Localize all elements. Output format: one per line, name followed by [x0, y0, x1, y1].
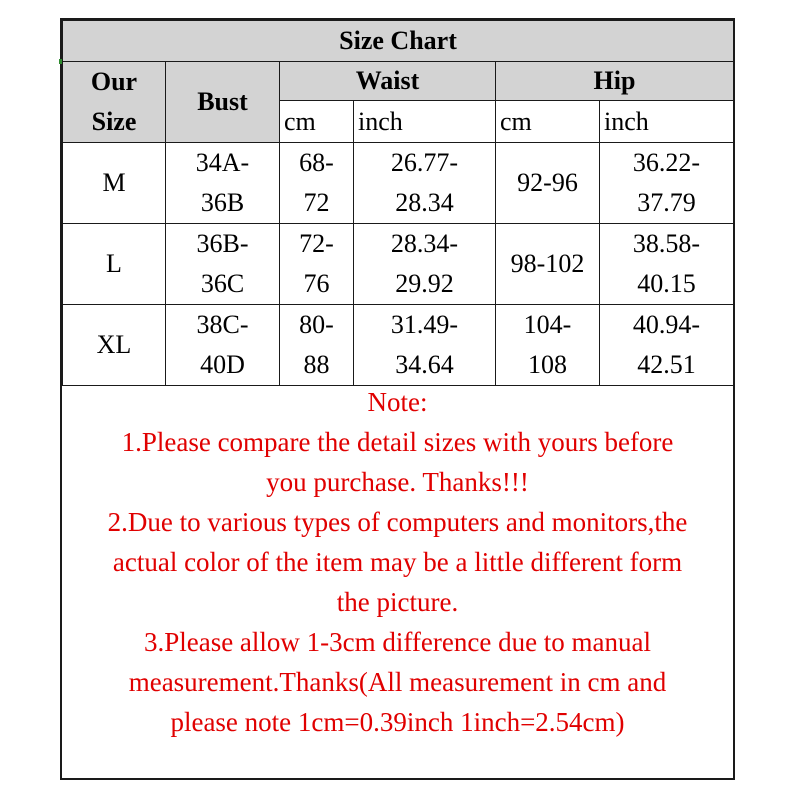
cell-bust-line2: 36B — [200, 188, 245, 217]
cell-bust-line1: 38C- — [196, 310, 249, 339]
note-line: actual color of the item may be a little different form — [112, 547, 683, 577]
header-hip: Hip — [496, 62, 734, 101]
size-chart-table — [62, 20, 734, 386]
header-hip-inch: inch — [600, 101, 734, 143]
cell-waist-inch-line2: 34.64 — [395, 350, 454, 379]
cell-size: XL — [63, 305, 166, 386]
cell-hip-cm — [496, 305, 600, 386]
notes-section — [62, 382, 733, 742]
header-waist-inch: inch — [354, 101, 496, 143]
header-hip-cm: cm — [496, 101, 600, 143]
note-line: measurement.Thanks(All measurement in cm and — [128, 667, 667, 697]
note-heading: Note: — [367, 387, 428, 417]
cell-hip-inch — [600, 143, 734, 224]
size-chart-sheet — [60, 18, 735, 780]
cell-hip-cm-line1: 92-96 — [517, 168, 578, 197]
cell-hip-inch-line1: 38.58- — [632, 229, 701, 258]
cell-hip-cm-line1: 104- — [523, 310, 572, 339]
cell-hip-inch — [600, 224, 734, 305]
note-line: 1.Please compare the detail sizes with yours before — [121, 427, 674, 457]
cell-hip-inch-line1: 36.22- — [632, 148, 701, 177]
cell-size: M — [63, 143, 166, 224]
cell-waist-cm-line1: 68- — [299, 148, 334, 177]
cell-bust — [166, 143, 280, 224]
cell-bust — [166, 305, 280, 386]
cell-waist-inch — [354, 143, 496, 224]
cell-hip-cm-line2: 108 — [528, 350, 567, 379]
cell-waist-cm-line1: 80- — [299, 310, 334, 339]
cell-hip-inch-line2: 37.79 — [637, 188, 696, 217]
cell-waist-inch-line1: 31.49- — [390, 310, 459, 339]
header-our-size-line2: Size — [91, 107, 137, 136]
cell-waist-inch — [354, 224, 496, 305]
cell-waist-inch — [354, 305, 496, 386]
cell-waist-inch-line1: 26.77- — [390, 148, 459, 177]
header-waist: Waist — [280, 62, 496, 101]
note-line: please note 1cm=0.39inch 1inch=2.54cm) — [170, 707, 625, 737]
chart-title: Size Chart — [63, 21, 734, 62]
cell-waist-inch-line2: 29.92 — [395, 269, 454, 298]
cell-waist-inch-line2: 28.34 — [395, 188, 454, 217]
cell-waist-cm-line1: 72- — [299, 229, 334, 258]
cell-hip-inch — [600, 305, 734, 386]
cell-waist-cm — [280, 143, 354, 224]
cell-hip-cm — [496, 224, 600, 305]
cell-hip-cm-line1: 98-102 — [510, 249, 585, 278]
cell-bust-line1: 36B- — [196, 229, 249, 258]
header-our-size — [63, 62, 166, 143]
cell-waist-cm — [280, 224, 354, 305]
cell-waist-cm-line2: 72 — [303, 188, 330, 217]
note-line: 3.Please allow 1-3cm difference due to manual — [143, 627, 652, 657]
table-row-l — [63, 224, 734, 305]
cell-waist-inch-line1: 28.34- — [390, 229, 459, 258]
cell-waist-cm — [280, 305, 354, 386]
cell-size: L — [63, 224, 166, 305]
cell-bust-line1: 34A- — [195, 148, 250, 177]
cell-hip-inch-line2: 40.15 — [637, 269, 696, 298]
cell-waist-cm-line2: 76 — [303, 269, 330, 298]
note-line: 2.Due to various types of computers and monitors,the — [107, 507, 688, 537]
table-row-m — [63, 143, 734, 224]
cell-hip-cm — [496, 143, 600, 224]
cell-waist-cm-line2: 88 — [303, 350, 330, 379]
cell-bust — [166, 224, 280, 305]
cell-bust-line2: 40D — [200, 350, 245, 379]
cell-hip-inch-line2: 42.51 — [637, 350, 696, 379]
header-our-size-line1: Our — [90, 67, 138, 96]
header-bust: Bust — [166, 62, 280, 143]
header-waist-cm: cm — [280, 101, 354, 143]
table-row-xl — [63, 305, 734, 386]
cell-bust-line2: 36C — [200, 269, 245, 298]
note-line: you purchase. Thanks!!! — [266, 467, 529, 497]
note-line: the picture. — [336, 587, 459, 617]
cell-hip-inch-line1: 40.94- — [632, 310, 701, 339]
